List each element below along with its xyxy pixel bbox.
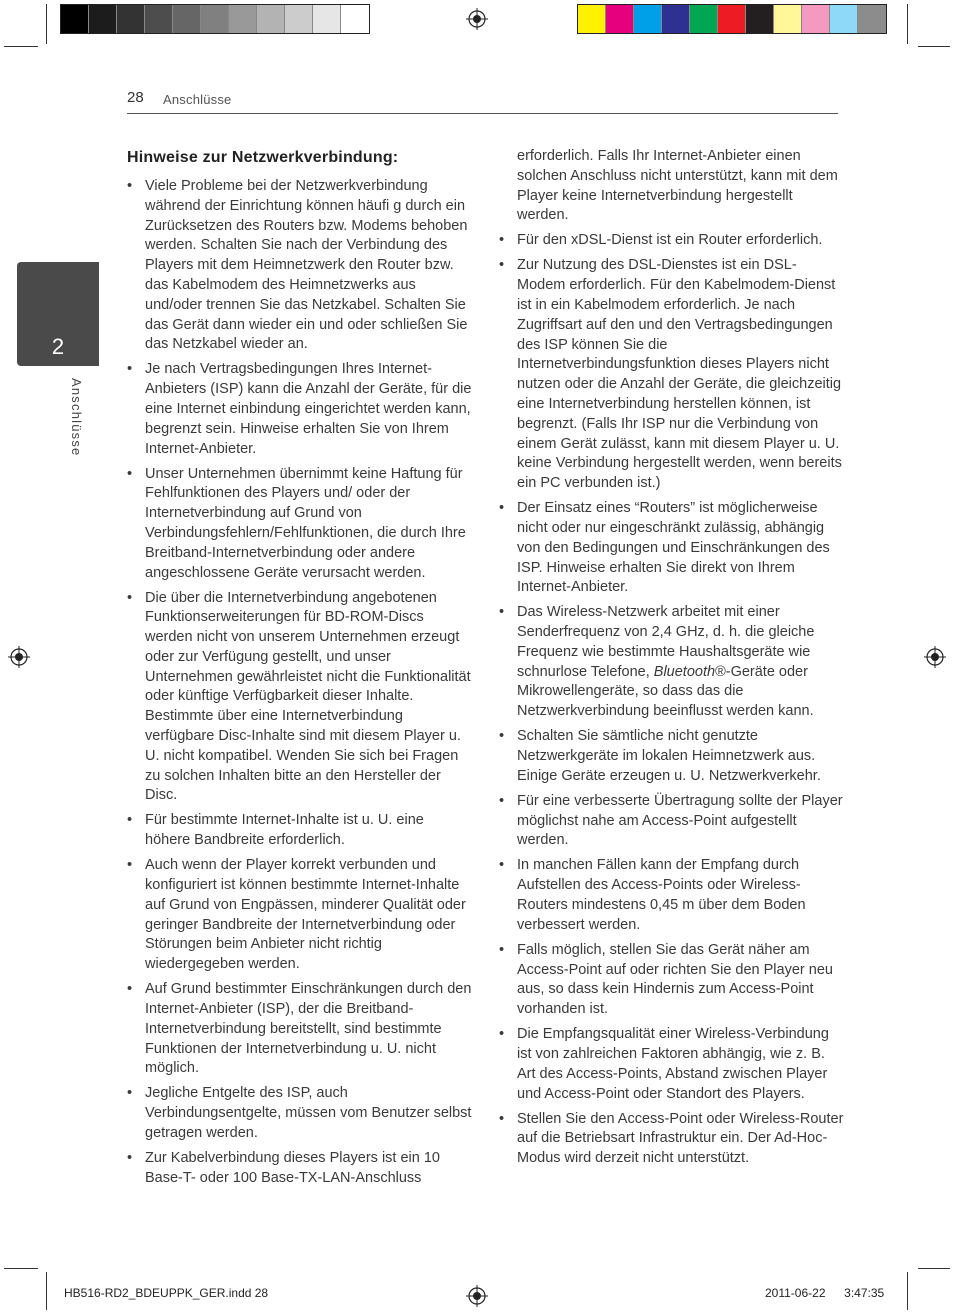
page-number: 28 xyxy=(127,89,144,106)
bullet-item: • Zur Nutzung des DSL-Dienstes ist ein DSL-Modem erforderlich. Für den Kabelmodem-Dienst ist in ein Kabelmodem erforderlich. Je nach Zugriffsart auf den und den Vertragsbedingungen des ISP können Sie die Internetverbindungsfunktion dieses Players nicht nutzen oder die Anzahl der Geräte, die gleichzeitig eine Internetverbindung herstellen können, ist begrenzt. (Falls Ihr ISP nur die Verbindung von einem Gerät zulässt, kann mit diesem Player u. U. keine Verbindung hergestellt werden, wenn bereits ein PC verbunden ist.) xyxy=(499,256,844,494)
color-swatch xyxy=(690,5,718,33)
color-swatch xyxy=(201,5,229,33)
color-swatch xyxy=(578,5,606,33)
color-swatch xyxy=(341,5,369,33)
registration-mark-icon xyxy=(466,1285,488,1307)
crop-mark xyxy=(4,1268,38,1269)
crop-mark xyxy=(907,1272,908,1310)
continued-text: erforderlich. Falls Ihr Internet-Anbieter einen solchen Anschluss nicht unterstützt, kann mit dem Player keine Internetverbindung hergestellt werden. xyxy=(517,148,838,224)
color-swatch xyxy=(662,5,690,33)
footer-timestamp: 2011-06-22 3:47:35 xyxy=(765,1286,885,1300)
crop-mark xyxy=(46,1272,47,1310)
registration-mark-icon xyxy=(8,646,30,668)
section-title: Anschlüsse xyxy=(163,92,232,107)
crop-mark xyxy=(46,4,47,44)
color-swatch xyxy=(257,5,285,33)
chapter-tab xyxy=(17,262,99,366)
bullet-item: • Viele Probleme bei der Netzwerkverbindung während der Einrichtung können häufi g durch ein Zurücksetzen des Routers bzw. Modems behoben werden. Schalten Sie nach der Verbindung des Players mit dem Heimnetzwerk den Router bzw. das Kabelmodem des Heimnetzwerks aus und/oder trennen Sie das Netzkabel. Schalten Sie das Gerät dann wieder ein und oder schließen Sie das Netzkabel wieder an. xyxy=(127,177,472,355)
color-swatch xyxy=(718,5,746,33)
color-swatch xyxy=(145,5,173,33)
chapter-number: 2 xyxy=(51,334,65,359)
bullet-item: • Für den xDSL-Dienst ist ein Router erforderlich. xyxy=(499,231,844,251)
color-swatch xyxy=(89,5,117,33)
bullet-item: • Zur Kabelverbindung dieses Players ist ein 10 Base-T- oder 100 Base-TX-LAN-Anschluss xyxy=(127,1149,472,1189)
color-swatch xyxy=(117,5,145,33)
page-heading: Hinweise zur Netzwerkverbindung: xyxy=(127,149,399,166)
grayscale-color-bar xyxy=(60,4,370,34)
color-swatch xyxy=(634,5,662,33)
color-swatch xyxy=(313,5,341,33)
color-swatch xyxy=(858,5,886,33)
crop-mark xyxy=(907,4,908,44)
color-swatch xyxy=(606,5,634,33)
color-swatch xyxy=(774,5,802,33)
color-swatch xyxy=(746,5,774,33)
registration-mark-icon xyxy=(924,646,946,668)
color-swatch xyxy=(802,5,830,33)
bullet-item: • Stellen Sie den Access-Point oder Wireless-Router auf die Betriebsart Infrastruktur ein. Der Ad-Hoc-Modus wird derzeit nicht unterstützt. xyxy=(499,1110,844,1169)
header-divider xyxy=(127,113,838,114)
color-swatch xyxy=(173,5,201,33)
bullet-item: • Der Einsatz eines “Routers” ist möglicherweise nicht oder nur eingeschränkt zulässig, abhängig von den Bedingungen und Einschränkungen des ISP. Hinweise erhalten Sie direkt von Ihrem Internet-Anbieter. xyxy=(499,499,844,598)
registration-mark-icon xyxy=(466,8,488,30)
bullet-item: • Die über die Internetverbindung angebotenen Funktionserweiterungen für BD-ROM-Discs werden nicht von unserem Unternehmen erzeugt oder zur Verfügung gestellt, und unser Unternehmen gewährleistet nicht die Funktionalität oder künftige Verfügbarkeit dieser Inhalte. Bestimmte über eine Internetverbindung verfügbare Disc-Inhalte sind mit diesem Player u. U. nicht kompatibel. Wenden Sie sich bei Fragen zu solchen Inhalten bitte an den Hersteller der Disc. xyxy=(127,589,472,807)
bullet-item: • Schalten Sie sämtliche nicht genutzte Netzwerkgeräte im lokalen Heimnetzwerk aus. Einige Geräte erzeugen u. U. Netzwerkverkehr. xyxy=(499,727,844,786)
bullet-item: • Je nach Vertragsbedingungen Ihres Internet-Anbieters (ISP) kann die Anzahl der Geräte, für die eine Internet einbindung eingerichtet werden kann, begrenzt sein. Hinweise erhalten Sie von Ihrem Internet-Anbieter. xyxy=(127,360,472,459)
crop-mark xyxy=(4,46,38,47)
left-column xyxy=(127,177,472,1194)
color-swatch xyxy=(61,5,89,33)
color-swatch xyxy=(229,5,257,33)
bullet-item: • Jegliche Entgelte des ISP, auch Verbindungsentgelte, müssen vom Benutzer selbst getragen werden. xyxy=(127,1084,472,1143)
bullet-item: • Unser Unternehmen übernimmt keine Haftung für Fehlfunktionen des Players und/ oder der Internetverbindung auf Grund von Verbindungsfehlern/Fehlfunktionen, die durch Ihre Breitband-Internetverbindung oder andere angeschlossene Geräte verursacht werden. xyxy=(127,465,472,584)
bullet-item: • Auch wenn der Player korrekt verbunden und konfiguriert ist können bestimmte Internet-Inhalte auf Grund von Engpässen, minderer Qualität oder geringer Bandbreite der Internetverbindung oder Störungen beim Anbieter nicht richtig wiedergegeben werden. xyxy=(127,856,472,975)
right-column xyxy=(499,147,844,1174)
chapter-label: Anschlüsse xyxy=(69,378,84,457)
crop-mark xyxy=(918,1268,950,1269)
color-swatch xyxy=(285,5,313,33)
process-color-bar xyxy=(577,4,887,34)
bullet-item: • Für bestimmte Internet-Inhalte ist u. U. eine höhere Bandbreite erforderlich. xyxy=(127,811,472,851)
bullet-item: • In manchen Fällen kann der Empfang durch Aufstellen des Access-Points oder Wireless-Routers mindestens 0,45 m über dem Boden verbessert werden. xyxy=(499,856,844,935)
color-swatch xyxy=(830,5,858,33)
bullet-item: • Auf Grund bestimmter Einschränkungen durch den Internet-Anbieter (ISP), der die Breitband-Internetverbindung bereitstellt, sind bestimmte Funktionen der Internetverbindung u. U. nicht möglich. xyxy=(127,980,472,1079)
bullet-item: • Falls möglich, stellen Sie das Gerät näher am Access-Point auf oder richten Sie den Player neu aus, so dass kein Hindernis zum Access-Point vorhanden ist. xyxy=(499,941,844,1020)
crop-mark xyxy=(918,46,950,47)
bullet-item: • Das Wireless-Netzwerk arbeitet mit einer Senderfrequenz von 2,4 GHz, d. h. die gleiche Frequenz wie bestimmte Haushaltsgeräte wie schnurlose Telefone, Bluetooth®-Geräte oder Mikrowellengeräte, so dass das die Netzwerkverbindung beeinflusst werden kann. xyxy=(499,603,844,722)
footer-filename: HB516-RD2_BDEUPPK_GER.indd 28 xyxy=(64,1286,269,1300)
bullet-item: • Die Empfangsqualität einer Wireless-Verbindung ist von zahlreichen Faktoren abhängig, wie z. B. Art des Access-Points, Abstand zwischen Player und Access-Point oder Standort des Players. xyxy=(499,1025,844,1104)
bullet-item: • Für eine verbesserte Übertragung sollte der Player möglichst nahe am Access-Point aufgestellt werden. xyxy=(499,792,844,851)
